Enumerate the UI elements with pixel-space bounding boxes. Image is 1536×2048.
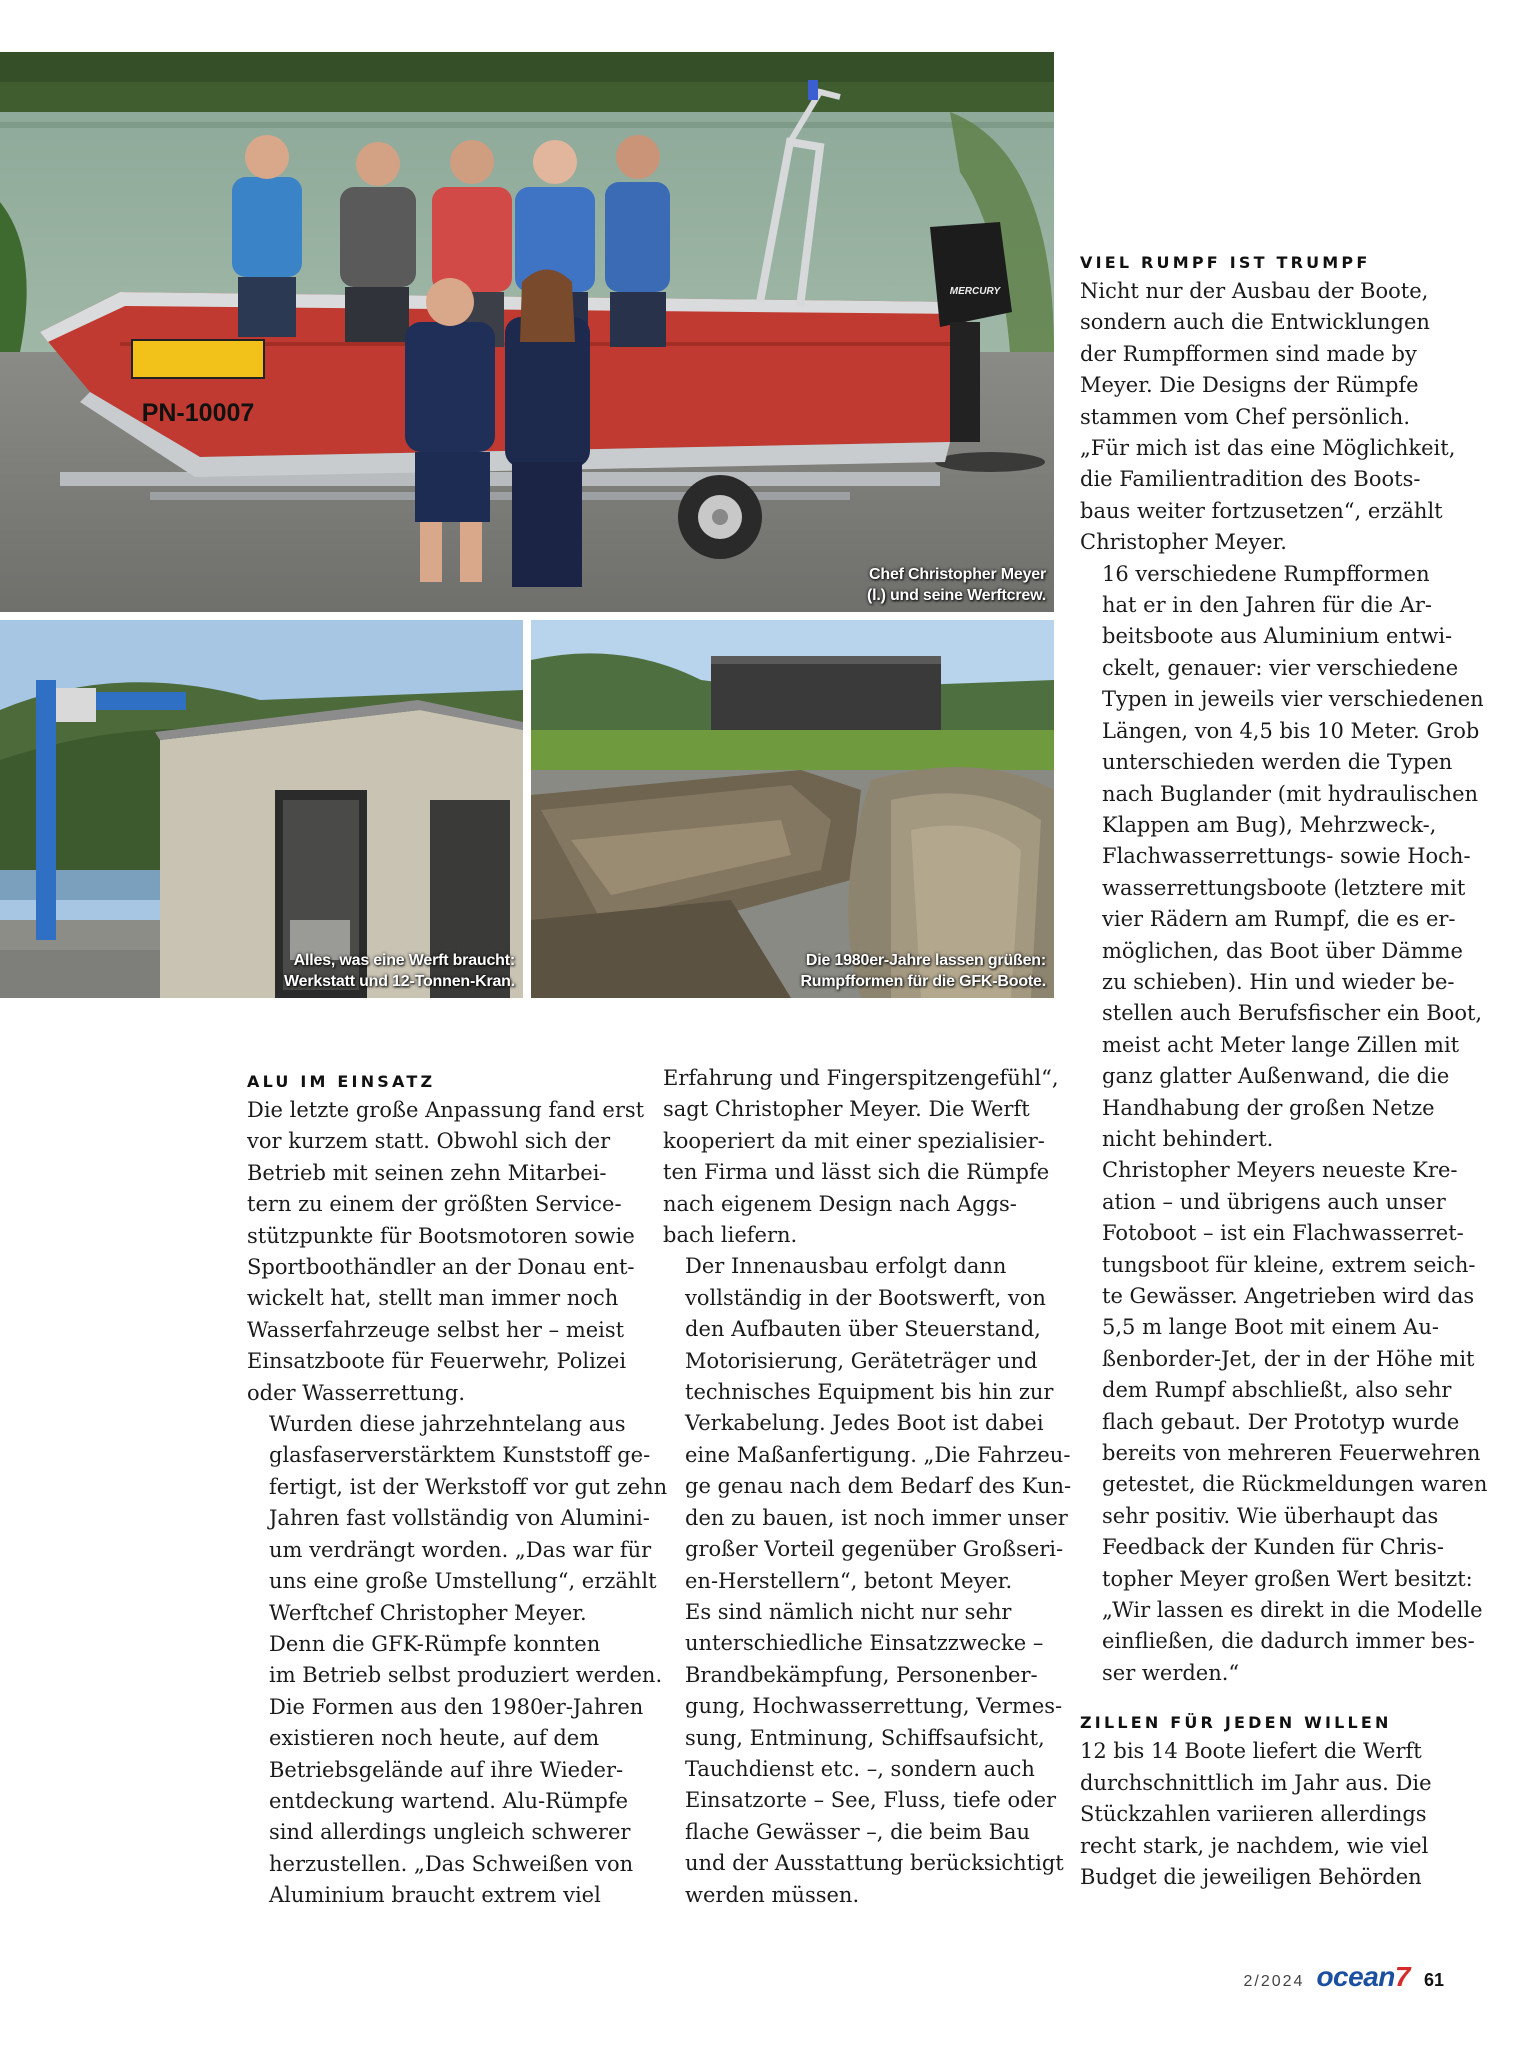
crew-boat-photo [0, 52, 1054, 612]
paragraph: Die letzte große Anpassung fand erst vor kurzem statt. Obwohl sich der Betrieb mit seinen zehn Mitarbei- tern zu einem der größten Service- stützpunkte für Bootsmotoren sowie Sportboothändler an der Donau ent- wickelt hat, stellt man immer noch Wasserfahrzeuge selbst her – meist Einsatzboote für Feuerwehr, Polizei oder Wasserrettung. [247, 1098, 645, 1405]
crew-boat-illustration [0, 52, 1054, 612]
workshop-illustration [0, 620, 523, 998]
boat-registration-plate: PN-10007 [141, 399, 255, 427]
issue-number: 2/2024 [1243, 1973, 1305, 1990]
paragraph: 16 verschiedene Rumpfformen hat er in den Jahren für die Ar- beitsboote aus Aluminium entwi- ckelt, genauer: vier verschiedene Typen in jeweils vier verschiedenen Längen, von 4,5 bis 10 Meter. Grob unterschieden werden die Typen nach Buglander (mit hydraulischen Klappen am Bug), Mehrzweck-, Flachwasserrettungs- sowie Hoch- wasserrettungsboote (letztere mit vier Rädern am Rumpf, die es er- möglichen, das Boot über Dämme zu schieben). Hin und wieder be- stellen auch Berufsfischer ein Boot, meist acht Meter lange Zillen mit ganz glatter Außenwand, die die Handhabung der großen Netze nicht behindert. [1102, 561, 1484, 1151]
page-footer [1244, 1961, 1444, 1993]
text-column-3 [1080, 251, 1500, 1893]
workshop-photo [0, 620, 523, 998]
crew-photo-caption: Chef Christopher Meyer (l.) und seine Werftcrew. [866, 566, 1046, 604]
paragraph: 12 bis 14 Boote liefert die Werft durchschnittlich im Jahr aus. Die Stückzahlen variieren allerdings recht stark, je nachdem, wie viel Budget die jeweiligen Behörden [1080, 1739, 1432, 1889]
section-heading-viel-rumpf-ist-trumpf: VIEL RUMPF IST TRUMPF [1080, 253, 1371, 272]
paragraph: Wurden diese jahrzehntelang aus glasfaserverstärktem Kunststoff ge- fertigt, ist der Werkstoff vor gut zehn Jahren fast vollständig von Alumini- um verdrängt worden. „Das war für uns eine große Umstellung“, erzählt Werftchef Christopher Meyer. [269, 1412, 668, 1625]
paragraph: Es sind nämlich nicht nur sehr unterschiedliche Einsatzzwecke – Brandbekämpfung, Personenber- gung, Hochwasserrettung, Vermes- sung, Entminung, Schiffsaufsicht, Tauchdienst etc. –, sondern auch Einsatzorte – See, Fluss, tiefe oder flache Gewässer –, die beim Bau und der Ausstattung berücksichtigt werden müssen. [685, 1599, 1064, 1907]
paragraph: Erfahrung und Fingerspitzengefühl“, sagt Christopher Meyer. Die Werft kooperiert da mit einer spezialisier- ten Firma und lässt sich die Rümpfe nach eigenem Design nach Aggs- bach liefern. [663, 1066, 1059, 1248]
hull-molds-photo [531, 620, 1054, 998]
text-column-1 [247, 1070, 668, 1912]
hull-molds-illustration [531, 620, 1054, 998]
paragraph: Denn die GFK-Rümpfe konnten im Betrieb selbst produziert werden. Die Formen aus den 1980er-Jahren existieren noch heute, auf dem Betriebsgelände auf ihre Wieder- entdeckung wartend. Alu-Rümpfe sind allerdings ungleich schwerer herzustellen. „Das Schweißen von Aluminium braucht extrem viel [269, 1631, 663, 1908]
hull-molds-photo-caption: Die 1980er-Jahre lassen grüßen: Rumpfformen für die GFK-Boote. [800, 952, 1046, 990]
paragraph: Christopher Meyers neueste Kre- ation – und übrigens auch unser Fotoboot – ist ein Flachwasserret- tungsboot für kleine, extrem seich- te Gewässer. Angetrieben wird das 5,5 m lange Boot mit einem Au- ßenborder-Jet, der in der Höhe mit dem Rumpf abschließt, also sehr flach gebaut. Der Prototyp wurde bereits von mehreren Feuerwehren getestet, die Rückmeldungen waren sehr positiv. Wie überhaupt das Feedback der Kunden für Chris- topher Meyer großen Wert besitzt: „Wir lassen es direkt in die Modelle einfließen, die dadurch immer bes- ser werden.“ [1102, 1158, 1488, 1685]
section-heading-alu-im-einsatz: ALU IM EINSATZ [247, 1072, 436, 1091]
motor-brand-label: MERCURY [949, 286, 1001, 297]
magazine-logo: ocean7 [1316, 1961, 1410, 1992]
paragraph: Der Innenausbau erfolgt dann vollständig in der Bootswerft, von den Aufbauten über Steuerstand, Motorisierung, Geräteträger und technisches Equipment bis hin zur Verkabelung. Jedes Boot ist dabei eine Maßanfertigung. „Die Fahrzeu- ge genau nach dem Bedarf des Kun- den zu bauen, ist noch immer unser großer Vorteil gegenüber Großseri- en-Herstellern“, betont Meyer. [685, 1254, 1072, 1593]
text-column-2 [663, 1063, 1072, 1911]
section-heading-zillen-fuer-jeden-willen: ZILLEN FÜR JEDEN WILLEN [1080, 1713, 1392, 1733]
workshop-photo-caption: Alles, was eine Werft braucht: Werkstatt und 12-Tonnen-Kran. [284, 952, 515, 990]
paragraph: Nicht nur der Ausbau der Boote, sondern auch die Entwicklungen der Rumpfformen sind made by Meyer. Die Designs der Rümpfe stammen vom Chef persönlich. „Für mich ist das eine Möglichkeit, die Familientradition des Boots- baus weiter fortzusetzen“, erzählt Christopher Meyer. [1080, 279, 1456, 555]
page-number: 61 [1423, 1970, 1444, 1990]
